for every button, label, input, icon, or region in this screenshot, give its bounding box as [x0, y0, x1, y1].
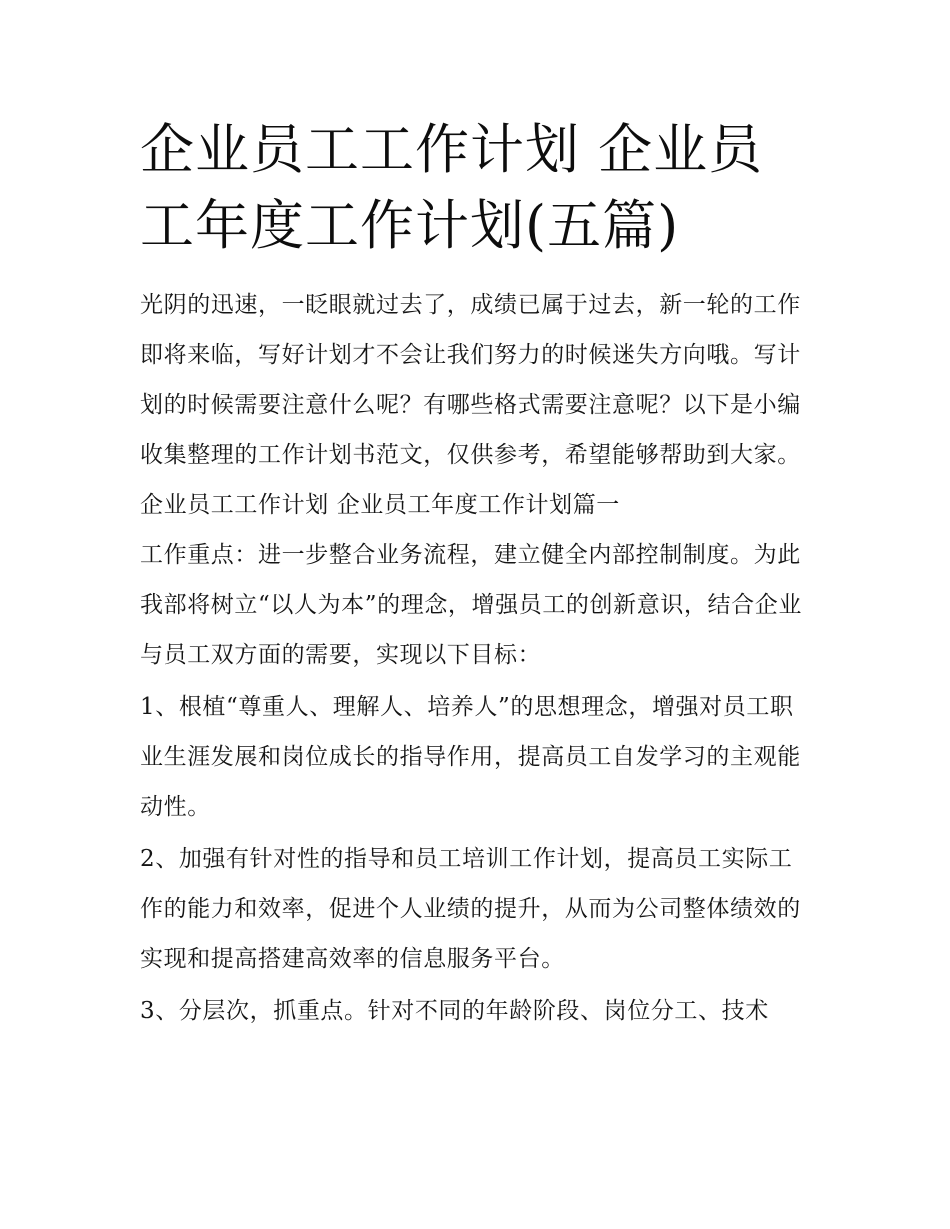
focus-paragraph: 工作重点：进一步整合业务流程，建立健全内部控制制度。为此我部将树立“以人为本”的理念，增强员工的创新意识，结合企业与员工双方面的需要，实现以下目标：: [140, 542, 802, 668]
section-heading: 企业员工工作计划 企业员工年度工作计划篇一: [140, 492, 620, 518]
list-item: 3、分层次，抓重点。针对不同的年龄阶段、岗位分工、技术: [140, 998, 769, 1024]
list-item: 1、根植“尊重人、理解人、培养人”的思想理念，增强对员工职业生涯发展和岗位成长的指导作用，提高员工自发学习的主观能动性。: [140, 694, 801, 820]
document-body: [140, 112, 816, 1036]
document-title: 企业员工工作计划 企业员工年度工作计划(五篇): [140, 118, 764, 257]
intro-paragraph: 光阴的迅速，一眨眼就过去了，成绩已属于过去，新一轮的工作即将来临，写好计划才不会让我们努力的时候迷失方向哦。写计划的时候需要注意什么呢？有哪些格式需要注意呢？以下是小编收集整理的工作计划书范文，仅供参考，希望能够帮助到大家。: [140, 292, 801, 468]
list-item: 2、加强有针对性的指导和员工培训工作计划，提高员工实际工作的能力和效率，促进个人业绩的提升，从而为公司整体绩效的实现和提高搭建高效率的信息服务平台。: [140, 846, 801, 972]
